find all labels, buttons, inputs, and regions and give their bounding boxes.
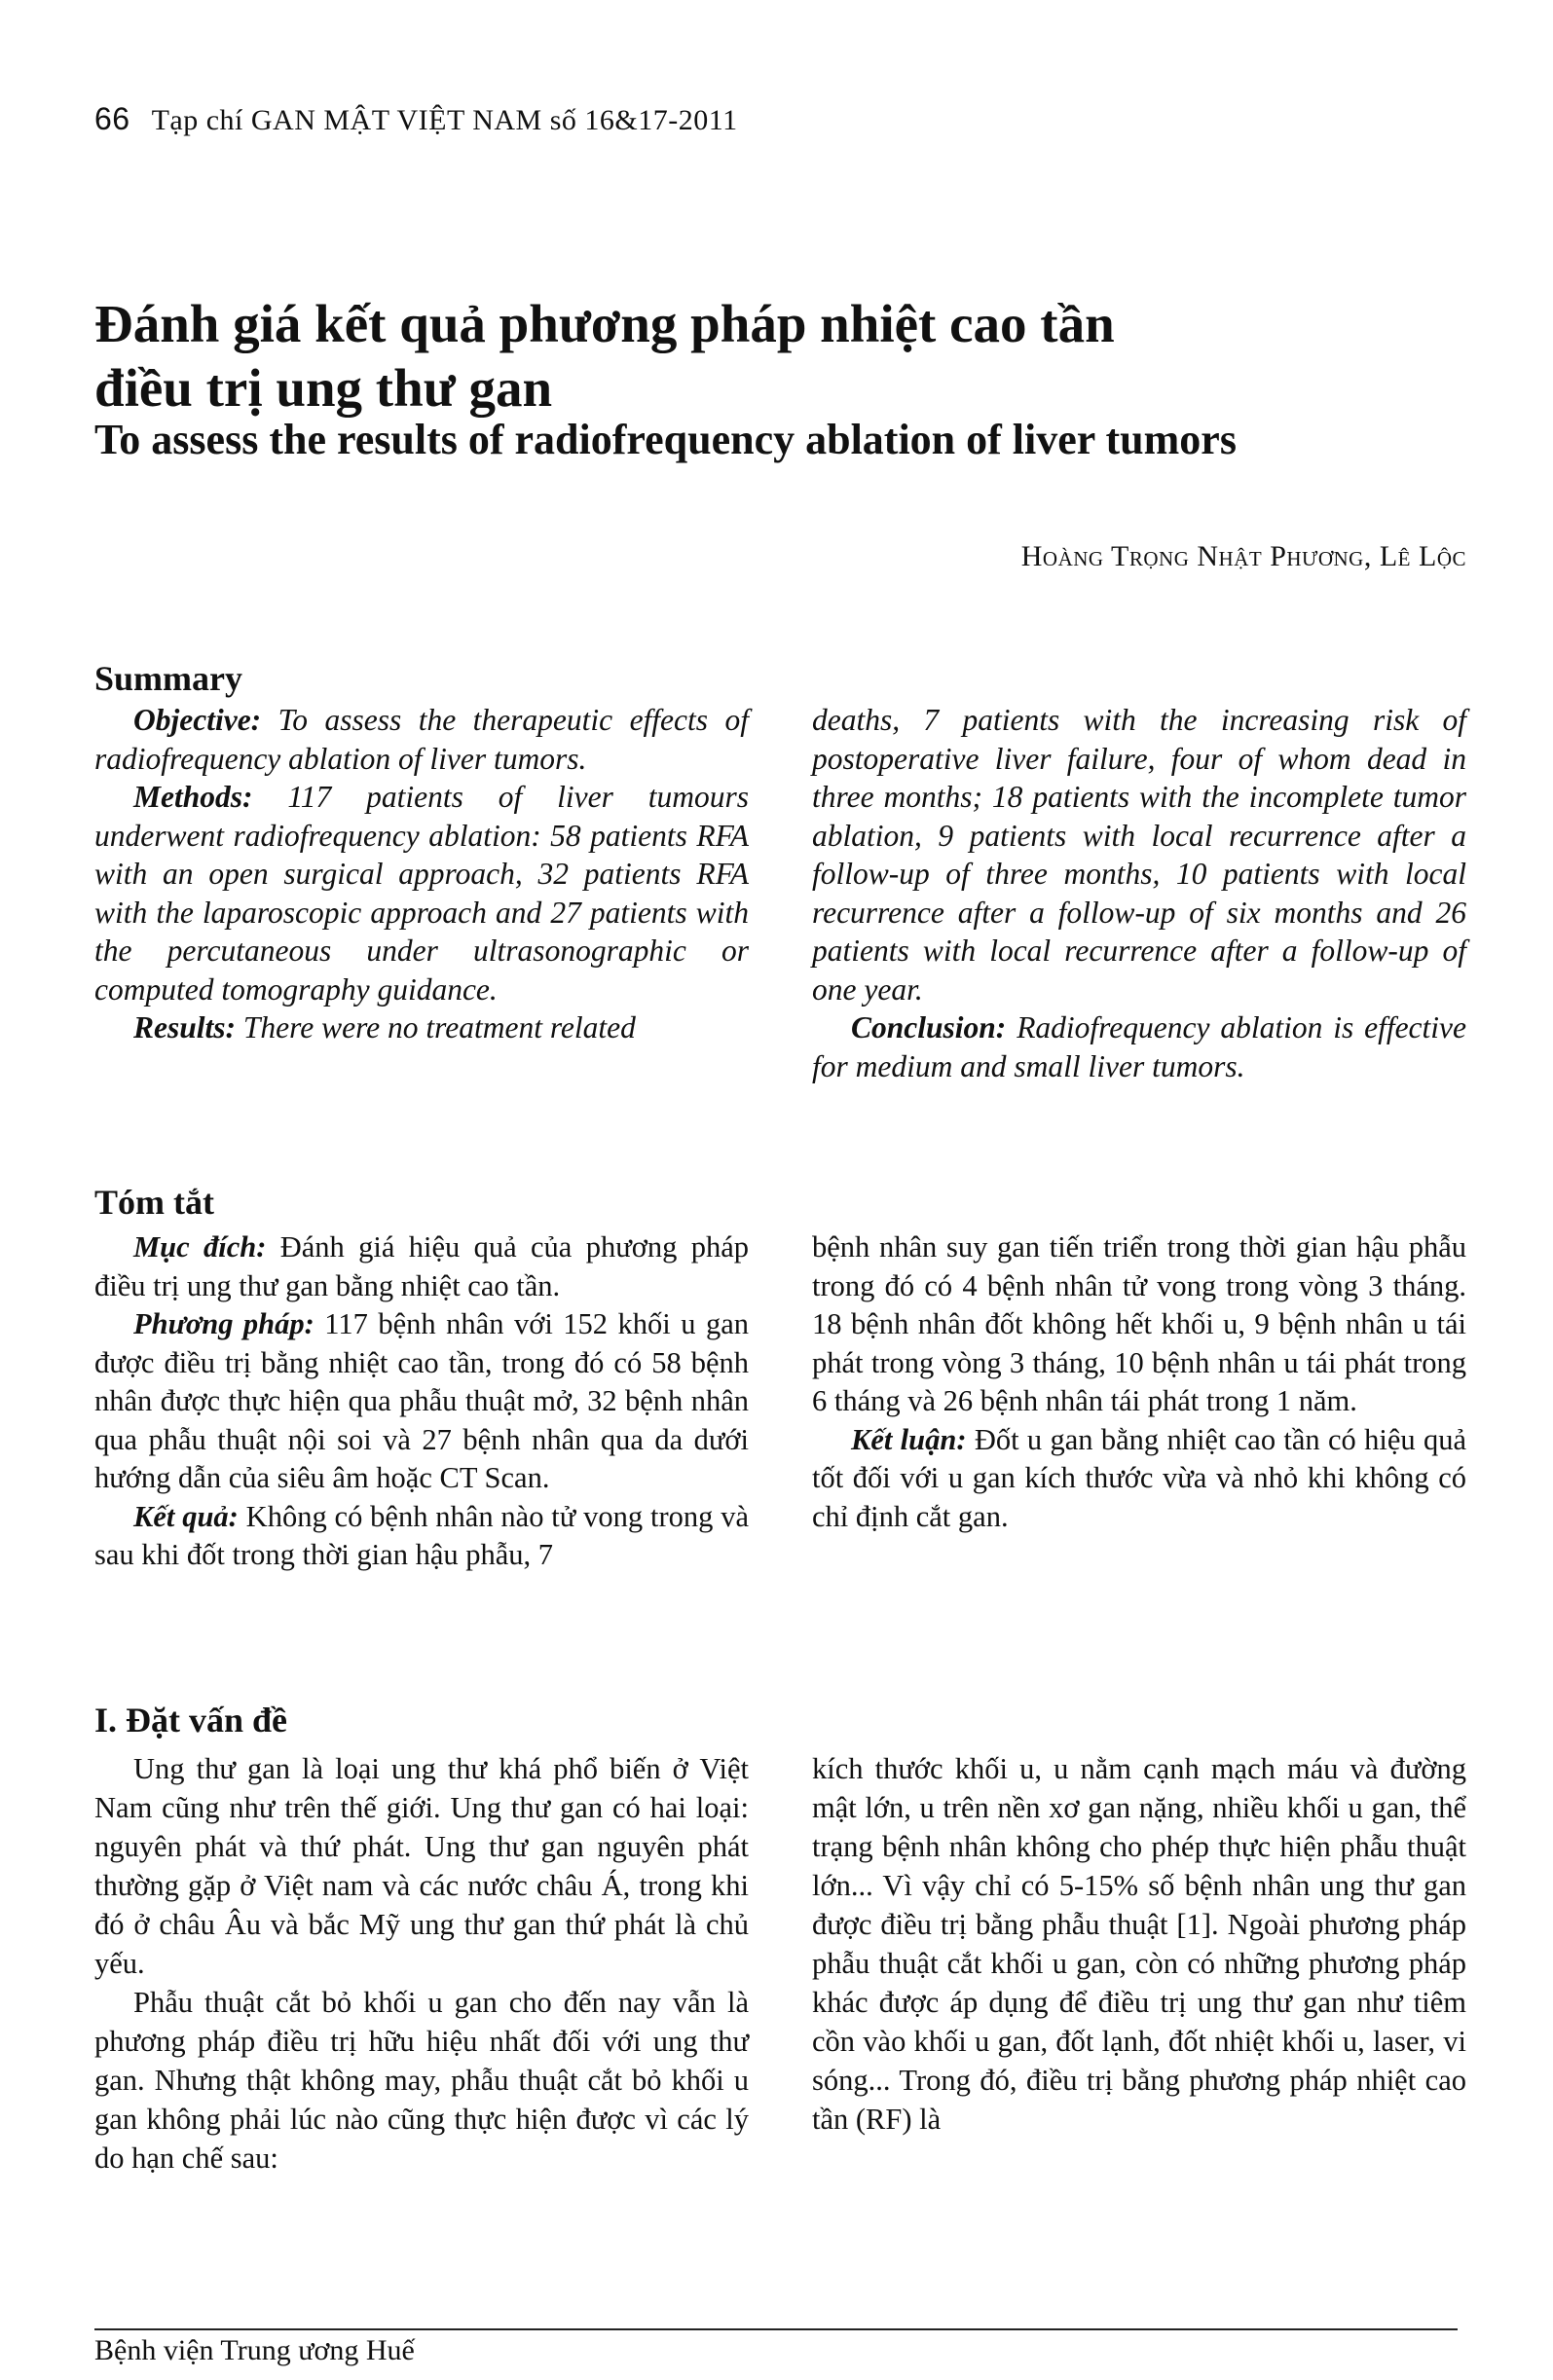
tomtat-heading: Tóm tắt bbox=[94, 1183, 214, 1222]
summary-col-left bbox=[94, 701, 749, 1047]
summary-objective: Objective: To assess the therapeutic effects of radiofrequency ablation of liver tumors. bbox=[94, 703, 749, 776]
summary-results: Results: There were no treatment related bbox=[133, 1010, 636, 1044]
section-1-paragraph-3: kích thước khối u, u nằm cạnh mạch máu và đường mật lớn, u trên nền xơ gan nặng, nhiều khối u gan, thể trạng bệnh nhân không cho phép thực hiện phẫu thuật lớn... Vì vậy chỉ có 5-15% số bệnh nhân ung thư gan được điều trị bằng phẫu thuật [1]. Ngoài phương pháp phẫu thuật cắt khối u gan, còn có những phương pháp khác được áp dụng để điều trị ung thư gan như tiêm cồn vào khối u gan, đốt lạnh, đốt nhiệt khối u, laser, vi sóng... Trong đó, điều trị bằng phương pháp nhiệt cao tần (RF) là bbox=[812, 1752, 1466, 2136]
footer-rule bbox=[94, 2328, 1458, 2330]
authors: Hoàng Trọng Nhật Phương, Lê Lộc bbox=[1020, 540, 1466, 572]
summary-methods: Methods: 117 patients of liver tumours underwent radiofrequency ablation: 58 patients RFA with an open surgical approach, 32 patients RFA with the laparoscopic approach and 27 patients with the percutaneous under ultrasonographic or computed tomography guidance. bbox=[94, 780, 749, 1007]
tomtat-col-right bbox=[812, 1228, 1466, 1536]
page-number: 66 bbox=[94, 101, 130, 136]
section-1-paragraph-2: Phẫu thuật cắt bỏ khối u gan cho đến nay vẫn là phương pháp điều trị hữu hiệu nhất đối với ung thư gan. Nhưng thật không may, phẫu thuật cắt bỏ khối u gan không phải lúc nào cũng thực hiện được vì các lý do hạn chế sau: bbox=[94, 1986, 749, 2175]
tomtat-ket-qua: Kết quả: Không có bệnh nhân nào tử vong trong và sau khi đốt trong thời gian hậu phẫu, 7 bbox=[94, 1499, 749, 1571]
tomtat-phuong-phap: Phương pháp: 117 bệnh nhân với 152 khối u gan được điều trị bằng nhiệt cao tần, trong đó có 58 bệnh nhân được thực hiện qua phẫu thuật mở, 32 bệnh nhân qua phẫu thuật nội soi và 27 bệnh nhân qua da dưới hướng dẫn của siêu âm hoặc CT Scan. bbox=[94, 1307, 749, 1494]
summary-results-cont: deaths, 7 patients with the increasing risk of postoperative liver failure, four of whom dead in three months; 18 patients with the incomplete tumor ablation, 9 patients with local recurrence after a follow-up of three months, 10 patients with local recurrence after a follow-up of six months and 26 patients with local recurrence after a follow-up of one year. bbox=[812, 703, 1466, 1007]
summary-conclusion: Conclusion: Radiofrequency ablation is effective for medium and small liver tumors. bbox=[812, 1010, 1466, 1083]
section-1-col-right bbox=[812, 1749, 1466, 2139]
title-line-2: điều trị ung thư gan bbox=[94, 358, 553, 418]
running-head bbox=[94, 101, 738, 137]
section-1-paragraph-1: Ung thư gan là loại ung thư khá phổ biến ở Việt Nam cũng như trên thế giới. Ung thư gan có hai loại: nguyên phát và thứ phát. Ung thư gan nguyên phát thường gặp ở Việt nam và các nước châu Á, trong khi đó ở châu Âu và bắc Mỹ ung thư gan thứ phát là chủ yếu. bbox=[94, 1752, 749, 1980]
section-1-heading: I. Đặt vấn đề bbox=[94, 1701, 288, 1739]
footer-institution: Bệnh viện Trung ương Huế bbox=[94, 2334, 415, 2366]
tomtat-col-left bbox=[94, 1228, 749, 1575]
title-line-1: Đánh giá kết quả phương pháp nhiệt cao tần bbox=[94, 294, 1115, 353]
summary-col-right bbox=[812, 701, 1466, 1085]
tomtat-muc-dich: Mục đích: Đánh giá hiệu quả của phương pháp điều trị ung thư gan bằng nhiệt cao tần. bbox=[94, 1230, 749, 1302]
article-title-vi bbox=[94, 292, 1360, 421]
tomtat-ket-luan: Kết luận: Đốt u gan bằng nhiệt cao tần có hiệu quả tốt đối với u gan kích thước vừa và nhỏ khi không có chỉ định cắt gan. bbox=[812, 1422, 1466, 1533]
journal-name: Tạp chí GAN MẬT VIỆT NAM số 16&17-2011 bbox=[151, 104, 738, 136]
article-title-en: To assess the results of radiofrequency ablation of liver tumors bbox=[94, 416, 1237, 463]
section-1-col-left bbox=[94, 1749, 749, 2178]
summary-heading: Summary bbox=[94, 659, 242, 698]
tomtat-ket-qua-cont: bệnh nhân suy gan tiến triển trong thời gian hậu phẫu trong đó có 4 bệnh nhân tử vong trong vòng 3 tháng. 18 bệnh nhân đốt không hết khối u, 9 bệnh nhân u tái phát trong vòng 3 tháng, 10 bệnh nhân u tái phát trong 6 tháng và 26 bệnh nhân tái phát trong 1 năm. bbox=[812, 1230, 1466, 1417]
